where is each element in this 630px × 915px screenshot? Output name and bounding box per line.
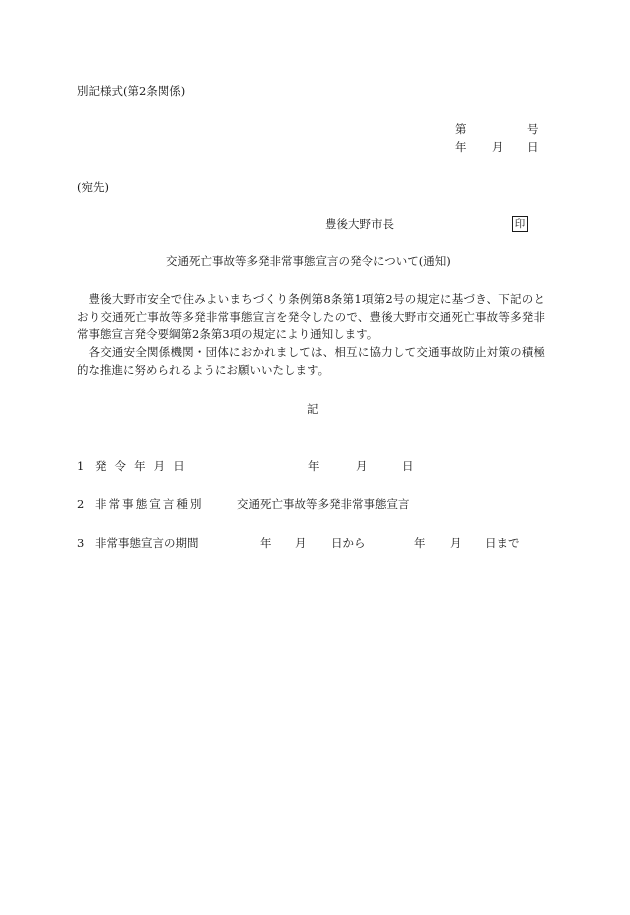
- item-1-day: 日: [402, 459, 414, 473]
- number-prefix: 第: [455, 122, 467, 136]
- item-1-year: 年: [308, 459, 320, 473]
- item-2-value: 交通死亡事故等多発非常事態宣言: [237, 497, 410, 511]
- item-3-start-month: 月: [295, 536, 307, 550]
- body-paragraph-2: 各交通安全関係機関・団体におかれましては、相互に協力して交通事故防止対策の積極的な推進に努められるようにお願いいたします。: [77, 345, 545, 377]
- item-2-number: 2: [77, 497, 85, 511]
- item-3-number: 3: [77, 536, 85, 550]
- ki-heading: 記: [307, 402, 319, 416]
- item-1-number: 1: [77, 459, 85, 473]
- date-day: 日: [527, 140, 539, 154]
- date-year: 年: [455, 140, 467, 154]
- item-3-label: 非常事態宣言の期間: [95, 536, 199, 550]
- addressee: (宛先): [77, 180, 109, 194]
- form-label: 別記様式(第2条関係): [77, 84, 186, 98]
- sender-name: 豊後大野市長: [325, 217, 394, 231]
- item-3-end-year: 年: [414, 536, 426, 550]
- body-paragraph-1: 豊後大野市安全で住みよいまちづくり条例第8条第1項第2号の規定に基づき、下記のとおり交通死亡事故等多発非常事態宣言を発令したので、豊後大野市交通死亡事故等多発非常事態宣言発令要綱第2条第3項の規定により通知します。: [77, 292, 545, 341]
- item-3-end-month: 月: [450, 536, 462, 550]
- seal-box: 印: [512, 216, 528, 232]
- date-month: 月: [492, 140, 504, 154]
- number-suffix: 号: [527, 122, 539, 136]
- document-title: 交通死亡事故等多発非常事態宣言の発令について(通知): [166, 254, 451, 268]
- item-2-label: 非常事態宣言種別: [95, 497, 204, 511]
- item-3-end-day: 日まで: [485, 536, 520, 550]
- item-1-month: 月: [356, 459, 368, 473]
- item-3-start-day: 日から: [331, 536, 366, 550]
- item-1-label: 発令年月日: [95, 459, 193, 473]
- item-3-start-year: 年: [260, 536, 272, 550]
